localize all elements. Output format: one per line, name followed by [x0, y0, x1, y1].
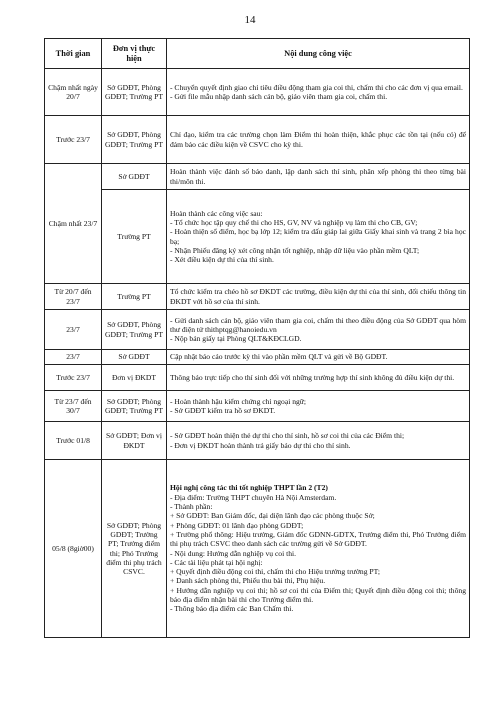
content-line: - Tổ chức học tập quy chế thi cho HS, GV, NV và nghiệp vụ làm thi cho CB, GV; — [170, 217, 418, 227]
content-line: - Nội dung: Hướng dẫn nghiệp vụ coi thi. — [170, 548, 297, 558]
content-line: - Đơn vị ĐKDT hoàn thành trả giấy báo dự thi cho thí sinh. — [170, 440, 351, 450]
schedule-table — [44, 38, 470, 638]
content-line: - Nhận Phiếu đăng ký xét công nhận tốt nghiệp, nhập dữ liệu vào phần mềm QLT; — [170, 245, 420, 255]
row-content — [167, 350, 470, 365]
row-content — [167, 190, 470, 284]
table-row — [45, 460, 470, 638]
row-content — [167, 460, 470, 638]
content-line: - Xét điều kiện dự thi của thí sinh. — [170, 255, 274, 265]
table-row — [45, 190, 470, 284]
row-content — [167, 365, 470, 391]
content-line: - Địa điểm: Trường THPT chuyên Hà Nội Amsterdam. — [170, 492, 337, 502]
row-time: Trước 01/8 — [45, 422, 102, 460]
header-content: Nội dung công việc — [167, 39, 470, 69]
row-time: Chậm nhất 23/7 — [45, 164, 102, 284]
row-unit: Sở GDĐT; Phòng GDĐT; Trường PT — [102, 391, 167, 422]
row-unit: Sở GDĐT, Phòng GDĐT; Trường PT — [102, 310, 167, 350]
row-unit: Đơn vị ĐKDT — [102, 365, 167, 391]
row-content — [167, 116, 470, 164]
row-unit: Trường PT — [102, 284, 167, 310]
content-line: - Hoàn thiện sổ điểm, học bạ lớp 12; kiểm tra dấu giáp lai giữa Giấy khai sinh và trang 2 bìa học bạ; — [170, 227, 466, 246]
row-time: Trước 23/7 — [45, 116, 102, 164]
row-content — [167, 422, 470, 460]
row-unit: Sở GDĐT; Phòng GDĐT; Trường PT; Trưởng điểm thi; Phó Trưởng điểm thi phụ trách CSVC. — [102, 460, 167, 638]
row-unit: Trường PT — [102, 190, 167, 284]
row-time: 23/7 — [45, 350, 102, 365]
content-line: + Quyết định điều động coi thi, chấm thi cho Hiệu trưởng trường PT; — [170, 567, 380, 577]
content-line: - Nộp bản giấy tại Phòng QLT&KĐCLGD. — [170, 334, 302, 344]
page-number: 14 — [244, 14, 256, 26]
row-unit: Sở GDĐT, Phòng GDĐT; Trường PT — [102, 116, 167, 164]
row-content — [167, 284, 470, 310]
content-line: Thông báo trực tiếp cho thí sinh đối với những trường hợp thí sinh không đủ điều kiện dự thi. — [170, 372, 455, 382]
content-line: + Danh sách phòng thi, Phiếu thu bài thi, Phụ hiệu. — [170, 576, 326, 586]
content-line: - Gửi file mẫu nhập danh sách cán bộ, giáo viên tham gia coi, chấm thi. — [170, 92, 388, 101]
content-line: Hoàn thành các công việc sau: — [170, 208, 263, 218]
table-row — [45, 69, 470, 116]
content-line: - Gửi danh sách cán bộ, giáo viên tham gia coi, chấm thi theo điều động của Sở GDĐT qua hòm thư điện tử thithptqg@hanoiedu.vn — [170, 315, 466, 334]
table-row — [45, 310, 470, 350]
row-time: Trước 23/7 — [45, 365, 102, 391]
table-row — [45, 365, 470, 391]
row-time: 05/8 (8giờ00) — [45, 460, 102, 638]
table-row — [45, 350, 470, 365]
content-line: - Các tài liệu phát tại hội nghị: — [170, 557, 263, 567]
content-line: Hoàn thành việc đánh số báo danh, lập danh sách thí sinh, phân xếp phòng thi theo từng bài thi/môn thi. — [170, 167, 466, 186]
row-time: Chậm nhất ngày 20/7 — [45, 69, 102, 116]
content-heading: Hội nghị công tác thi tốt nghiệp THPT lần 2 (T2) — [170, 483, 328, 493]
content-line: - Thành phần: — [170, 502, 213, 512]
content-line: - Sở GDĐT kiểm tra hồ sơ ĐKDT. — [170, 406, 276, 415]
header-time: Thời gian — [45, 39, 102, 69]
table-row — [45, 164, 470, 190]
table-row — [45, 422, 470, 460]
row-content — [167, 69, 470, 116]
content-line: - Thông báo địa điểm các Ban Chấm thi. — [170, 604, 294, 614]
row-unit: Sở GDĐT; Đơn vị ĐKDT — [102, 422, 167, 460]
content-line: Cập nhật báo cáo trước kỳ thi vào phần mềm QLT và gửi về Bộ GDĐT. — [170, 352, 388, 362]
header-unit: Đơn vị thực hiện — [102, 39, 167, 69]
content-line: Chỉ đạo, kiểm tra các trường chọn làm Điểm thi hoàn thiện, khắc phục các tồn tại (nếu có) để đảm bảo các điều kiện về CSVC cho kỳ thi. — [170, 130, 466, 149]
row-time: Từ 20/7 đến 23/7 — [45, 284, 102, 310]
content-line: + Trường phổ thông: Hiệu trưởng, Giám đốc GDNN-GDTX, Trưởng điểm thi, Phó Trưởng điểm thi phụ trách CSVC theo danh sách các trường gửi về Sở GDĐT. — [170, 529, 466, 549]
table-row — [45, 116, 470, 164]
row-content — [167, 164, 470, 190]
table-header-row — [45, 39, 470, 69]
row-time: Từ 23/7 đến 30/7 — [45, 391, 102, 422]
row-content — [167, 391, 470, 422]
content-line: + Sở GDĐT: Ban Giám đốc, đại diện lãnh đạo các phòng thuộc Sở; — [170, 511, 375, 521]
row-unit: Sở GDĐT — [102, 350, 167, 365]
content-line: - Hoàn thành hậu kiểm chứng chỉ ngoại ngữ; — [170, 396, 307, 406]
content-line: - Chuyển quyết định giao chỉ tiêu điều động tham gia coi thi, chấm thi cho các đơn vị qua email. — [170, 82, 463, 92]
content-line: + Phòng GDĐT: 01 lãnh đạo phòng GDĐT; — [170, 520, 304, 530]
row-unit: Sở GDĐT — [102, 164, 167, 190]
table-row — [45, 391, 470, 422]
content-line: - Sở GDĐT hoàn thiện thẻ dự thi cho thí sinh, hồ sơ coi thi của các Điểm thi; — [170, 431, 405, 441]
content-line: + Hướng dẫn nghiệp vụ coi thi; hồ sơ coi thi của Điểm thi; Quyết định điều động coi thi; thông báo địa điểm nhận bài thi cho Trưởng điểm thi. — [170, 585, 466, 604]
table-row — [45, 284, 470, 310]
row-time: 23/7 — [45, 310, 102, 350]
row-unit: Sở GDĐT, Phòng GDĐT; Trường PT — [102, 69, 167, 116]
content-line: Tổ chức kiểm tra chéo hồ sơ ĐKDT các trường, điều kiện dự thi của thí sinh, đối chiếu thông tin ĐKDT với hồ sơ của thí sinh. — [170, 287, 466, 306]
row-content — [167, 310, 470, 350]
